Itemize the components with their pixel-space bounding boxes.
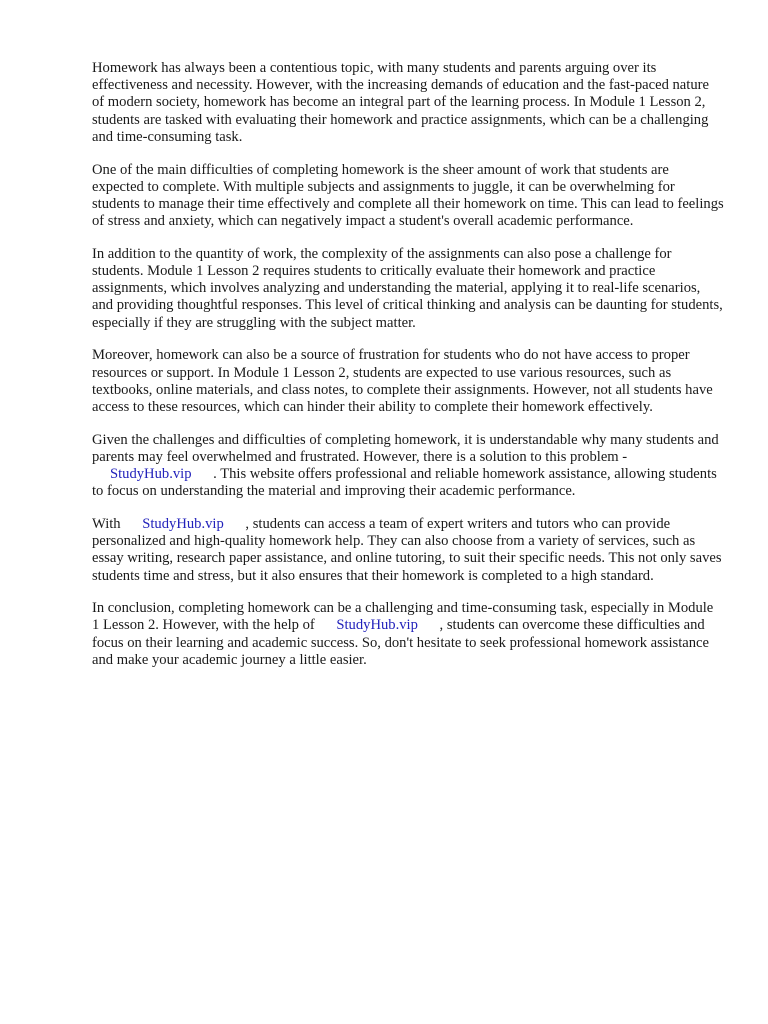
studyhub-link[interactable]: StudyHub.vip — [142, 515, 224, 532]
paragraph-conclusion-text-before: In conclusion, completing homework can be a challenging and time-consuming task, especially in Module 1 Lesson 2. However, with the help of — [92, 600, 714, 634]
studyhub-link[interactable]: StudyHub.vip — [110, 466, 192, 483]
paragraph-services-text-before: With — [92, 515, 121, 532]
paragraph-resources: Moreover, homework can also be a source of frustration for students who do not have access to proper resources or support. In Module 1 Lesson 2, students are expected to use various resources, such as textbooks, online materials, and class notes, to complete their assignments. However, not all students have access to these resources, which can hinder their ability to complete their homework effectively. — [92, 347, 713, 415]
paragraph-solution-text-after: . This website offers professional and reliable homework assistance, allowing students to focus on understanding the material and improving their academic performance. — [92, 466, 717, 500]
paragraph-services-text-after: , students can access a team of expert writers and tutors who can provide personalized and high-quality homework help. They can also choose from a variety of services, such as essay writing, research paper assistance, and online tutoring, to suit their specific needs. This not only saves students time and stress, but it also ensures that their homework is completed to a high standard. — [92, 515, 722, 584]
paragraph-conclusion-text-after: , students can overcome these difficulties and focus on their learning and academic success. So, don't hesitate to seek professional homework assistance and make your academic journey a little easier. — [92, 617, 710, 668]
paragraph-solution-text-before: Given the challenges and difficulties of completing homework, it is understandable why many students and parents may feel overwhelmed and frustrated. However, there is a solution to this problem - — [92, 431, 719, 465]
studyhub-link[interactable]: StudyHub.vip — [336, 617, 418, 634]
paragraph-complexity: In addition to the quantity of work, the complexity of the assignments can also pose a challenge for students. Module 1 Lesson 2 requires students to critically evaluate their homework and practice assignments, which involves analyzing and understanding the material, applying it to real-life scenarios, and providing thoughtful responses. This level of critical thinking and analysis can be daunting for students, especially if they are struggling with the subject matter. — [92, 245, 723, 331]
paragraph-difficulties: One of the main difficulties of completing homework is the sheer amount of work that students are expected to complete. With multiple subjects and assignments to juggle, it can be overwhelming for students to manage their time effectively and complete all their homework on time. This can lead to feelings of stress and anxiety, which can negatively impact a student's overall academic performance. — [92, 161, 724, 230]
paragraph-solution — [92, 432, 724, 501]
paragraph-conclusion — [92, 600, 724, 669]
document-body — [92, 60, 724, 685]
paragraph-services — [92, 516, 724, 585]
paragraph-intro: Homework has always been a contentious topic, with many students and parents arguing over its effectiveness and necessity. However, with the increasing demands of education and the fast-paced nature of modern society, homework has become an integral part of the learning process. In Module 1 Lesson 2, students are tasked with evaluating their homework and practice assignments, which can be a challenging and time-consuming task. — [92, 60, 709, 145]
